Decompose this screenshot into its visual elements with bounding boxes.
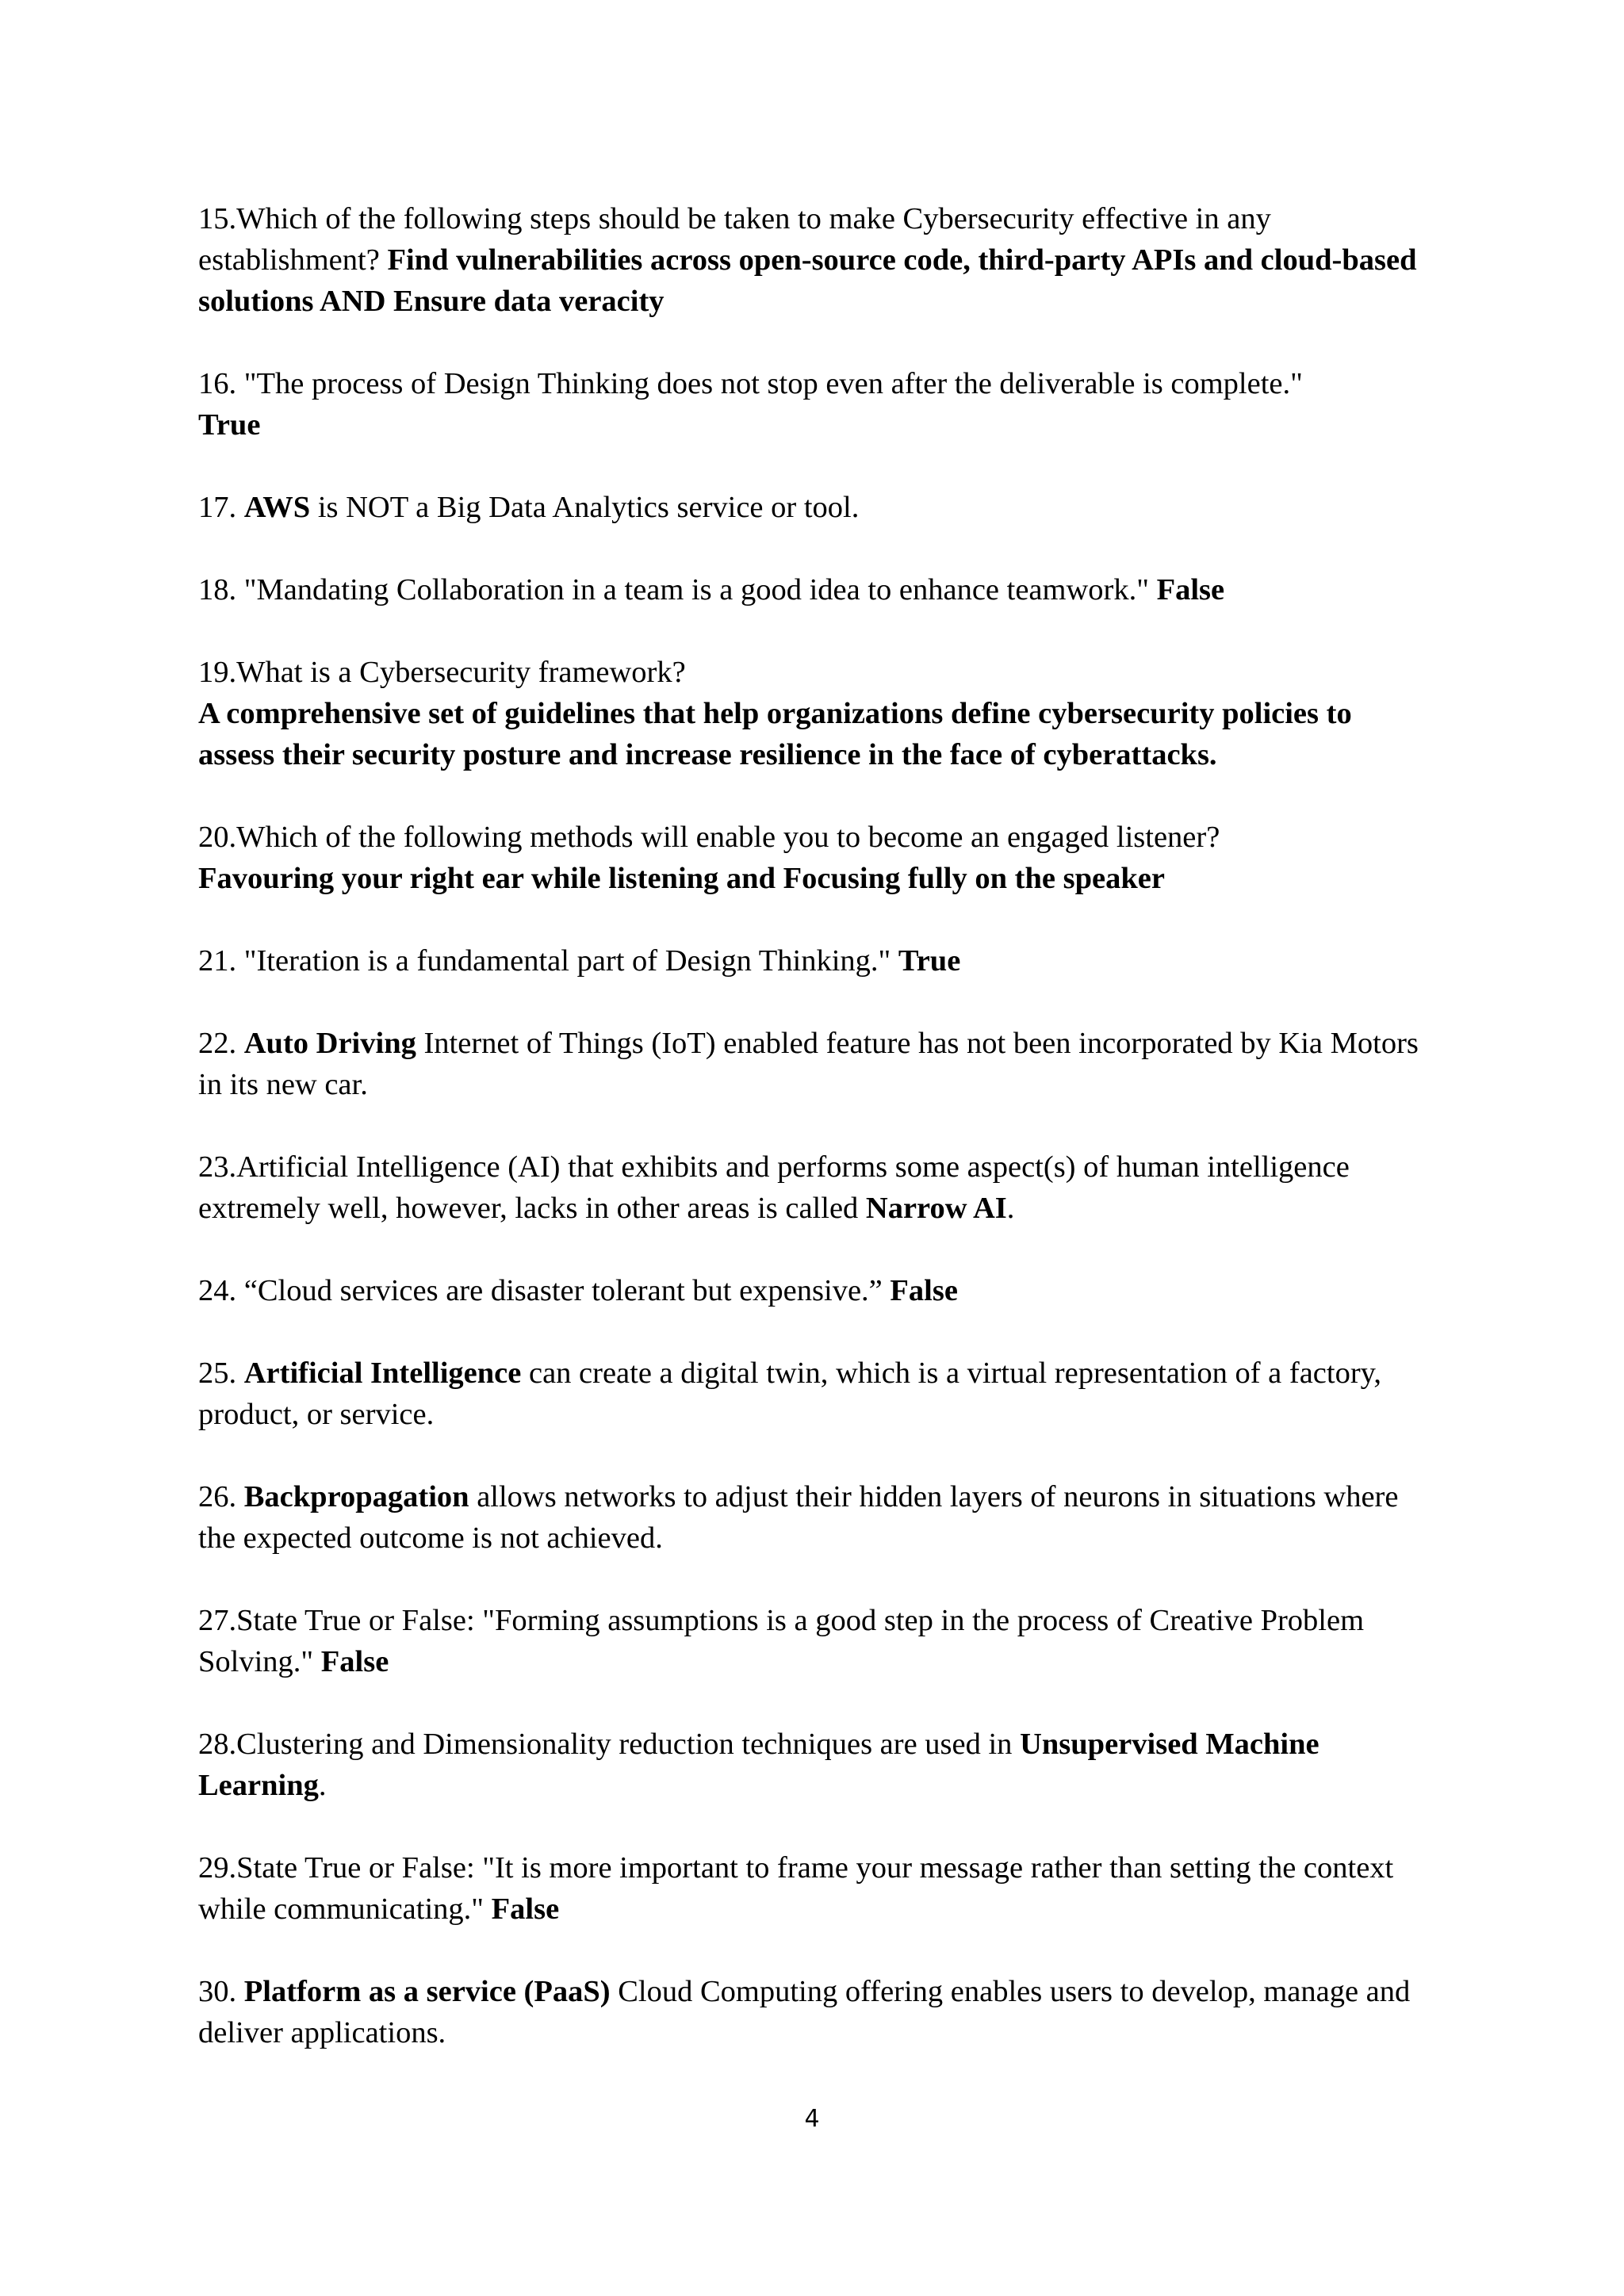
question-text: 20.Which of the following methods will enable you to become an engaged listener? bbox=[198, 821, 1220, 854]
answer-text: False bbox=[1156, 573, 1225, 607]
question-item bbox=[198, 1971, 1435, 2053]
question-text: can create a digital twin, which is a virtual representation of a factory, product, or service. bbox=[198, 1357, 1382, 1431]
question-item bbox=[198, 363, 1435, 446]
question-item bbox=[198, 1847, 1435, 1930]
question-text: 21. "Iteration is a fundamental part of Design Thinking." bbox=[198, 944, 898, 978]
question-item bbox=[198, 1270, 1435, 1311]
question-item bbox=[198, 940, 1435, 982]
question-text: Internet of Things (IoT) enabled feature has not been incorporated by Kia Motors in its new car. bbox=[198, 1027, 1419, 1101]
question-text: allows networks to adjust their hidden layers of neurons in situations where the expected outcome is not achieved. bbox=[198, 1480, 1399, 1555]
answer-text: Find vulnerabilities across open-source code, third-party APIs and cloud-based solutions AND Ensure data veracity bbox=[198, 243, 1417, 318]
question-item bbox=[198, 652, 1435, 775]
document-body bbox=[198, 198, 1435, 2095]
answer-text: Auto Driving bbox=[243, 1027, 416, 1060]
question-item bbox=[198, 1724, 1435, 1806]
question-text: 23.Artificial Intelligence (AI) that exhibits and performs some aspect(s) of human intelligence extremely well, however, lacks in other areas is called bbox=[198, 1150, 1350, 1225]
question-text: . bbox=[1006, 1192, 1015, 1225]
question-text: 24. “Cloud services are disaster tolerant but expensive.” bbox=[198, 1274, 891, 1307]
question-item bbox=[198, 1023, 1435, 1105]
question-text: 29.State True or False: "It is more important to frame your message rather than setting the context while communicating." bbox=[198, 1851, 1394, 1926]
question-text: Cloud Computing offering enables users to develop, manage and deliver applications. bbox=[198, 1975, 1411, 2049]
question-text: 17. bbox=[198, 491, 244, 524]
answer-text: False bbox=[320, 1645, 389, 1678]
answer-text: False bbox=[491, 1892, 560, 1926]
answer-text: False bbox=[890, 1274, 958, 1307]
question-text: 19.What is a Cybersecurity framework? bbox=[198, 656, 686, 689]
answer-text: True bbox=[198, 408, 261, 442]
question-text: . bbox=[318, 1769, 327, 1802]
answer-text: Artificial Intelligence bbox=[243, 1357, 522, 1390]
question-text: 27.State True or False: "Forming assumptions is a good step in the process of Creative Problem Solving." bbox=[198, 1604, 1365, 1678]
question-item bbox=[198, 817, 1435, 899]
answer-text: Backpropagation bbox=[243, 1480, 469, 1513]
answer-text: Platform as a service (PaaS) bbox=[243, 1975, 611, 2008]
question-item bbox=[198, 1476, 1435, 1559]
question-item bbox=[198, 1600, 1435, 1682]
answer-text: A comprehensive set of guidelines that help organizations define cybersecurity policies to assess their security posture and increase resilience in the face of cyberattacks. bbox=[198, 697, 1352, 771]
question-item bbox=[198, 569, 1435, 610]
question-item bbox=[198, 487, 1435, 528]
question-item bbox=[198, 198, 1435, 322]
answer-text: Favouring your right ear while listening and Focusing fully on the speaker bbox=[198, 862, 1165, 895]
answer-text: AWS bbox=[243, 491, 311, 524]
question-item bbox=[198, 1146, 1435, 1229]
page-number: 4 bbox=[804, 2105, 820, 2133]
question-text: 25. bbox=[198, 1357, 244, 1390]
question-text: 30. bbox=[198, 1975, 244, 2008]
answer-text: Unsupervised Machine Learning bbox=[198, 1728, 1320, 1802]
question-text: 26. bbox=[198, 1480, 244, 1513]
question-text: 18. "Mandating Collaboration in a team is a good idea to enhance teamwork." bbox=[198, 573, 1157, 607]
question-text: 28.Clustering and Dimensionality reduction techniques are used in bbox=[198, 1728, 1021, 1761]
answer-text: True bbox=[898, 944, 961, 978]
answer-text: Narrow AI bbox=[865, 1192, 1007, 1225]
question-text: is NOT a Big Data Analytics service or tool. bbox=[310, 491, 860, 524]
question-text: 22. bbox=[198, 1027, 244, 1060]
question-text: 16. "The process of Design Thinking does not stop even after the deliverable is complete." bbox=[198, 367, 1303, 400]
question-item bbox=[198, 1353, 1435, 1435]
question-text: 15.Which of the following steps should be taken to make Cybersecurity effective in any establishment? bbox=[198, 202, 1271, 277]
